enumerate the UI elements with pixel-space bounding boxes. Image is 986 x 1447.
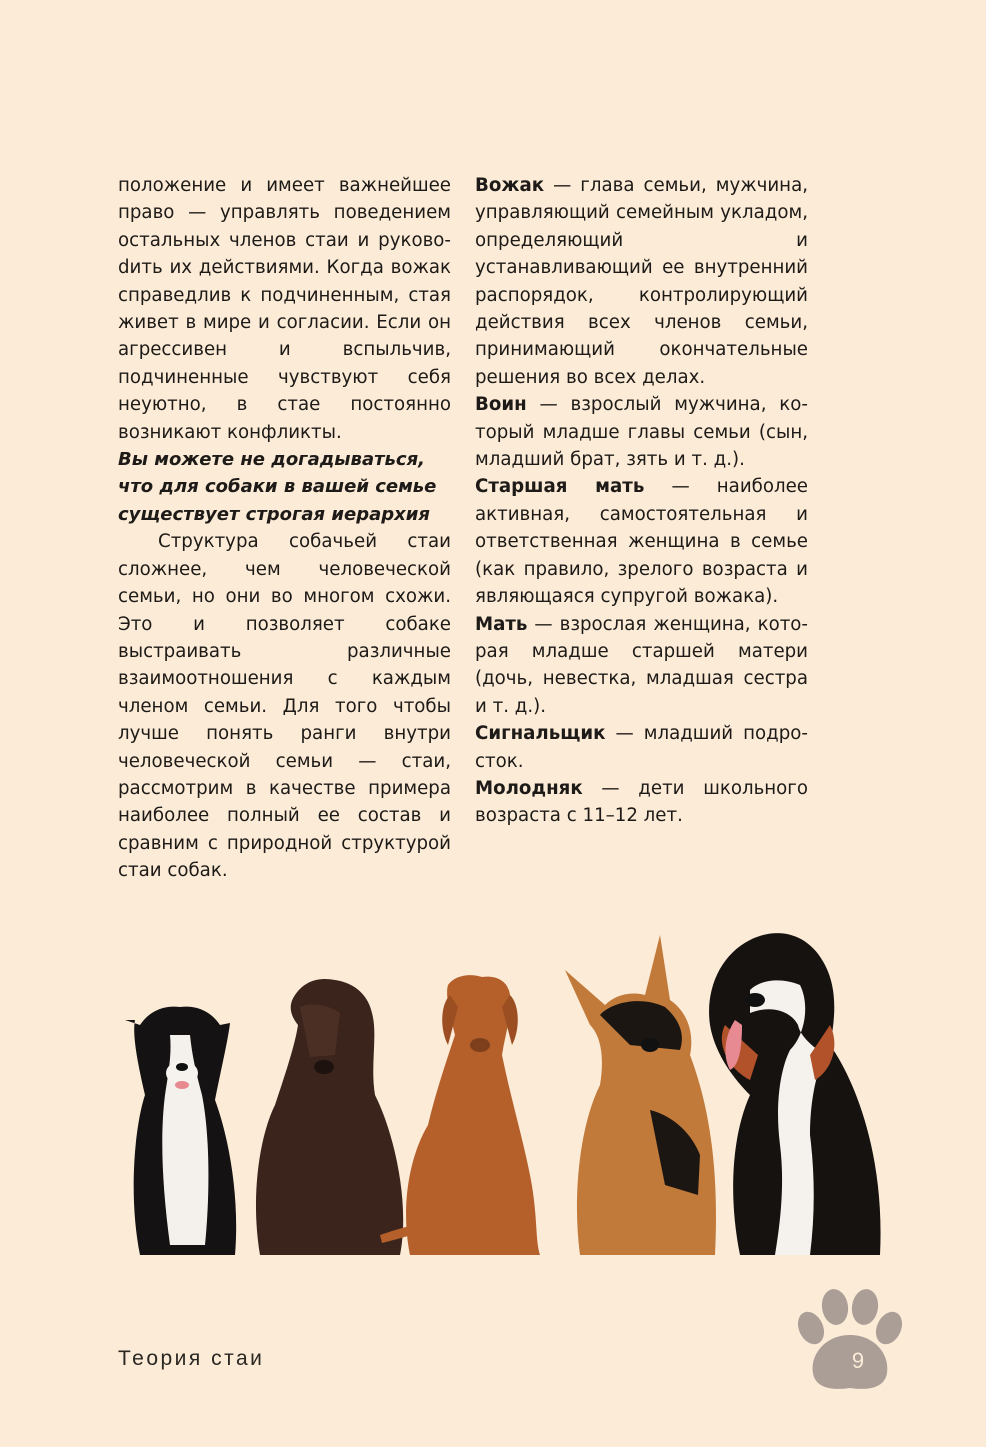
role-definition — [475, 172, 808, 391]
role-description: — взрослая женщина, которая младше старшей матери (дочь, невестка, младшая сестра и т. д.). — [475, 613, 808, 717]
page-number: 9 — [851, 1348, 865, 1373]
role-term: Мать — [475, 613, 528, 635]
chocolate-labrador-image — [256, 979, 403, 1255]
role-definition — [475, 473, 808, 610]
role-term: Сигнальщик — [475, 723, 606, 745]
vizsla-image — [380, 975, 540, 1255]
role-definition — [475, 720, 808, 775]
role-term: Молодняк — [475, 777, 583, 799]
role-term: Старшая мать — [475, 476, 645, 498]
running-section-title: Теория стаи — [118, 1347, 265, 1370]
body-paragraph: положение и имеет важнейшее право — управлять поведением остальных членов стаи и руковоdить их действиями. Когда вожак справедлив к подчиненным, стая живет в мире и согласии. Если он агрессивен и вспыльчив, подчиненные чувствуют себя неуютно, в стае постоянно возникают конфликты. — [118, 175, 451, 443]
bernese-mountain-dog-image — [709, 933, 880, 1255]
role-description: — дети школьного возраста с 11–12 лет. — [475, 777, 808, 827]
role-term: Воин — [475, 394, 527, 416]
border-collie-image — [125, 1007, 236, 1255]
german-shepherd-image — [565, 935, 716, 1255]
role-description: — младший подросток. — [475, 723, 808, 772]
paw-print-icon — [795, 1285, 905, 1395]
role-definition — [475, 775, 808, 830]
role-description: — взрослый мужчина, который младше главы семьи (сын, младший брат, зять и т. д.). — [475, 394, 808, 471]
role-description: — наиболее активная, самостоятельная и ответственная женщина в семье (как правило, зрелого возраста и являющаяся супругой вожака). — [475, 476, 808, 608]
body-paragraph: Структура собачьей стаи сложнее, чем человеческой семьи, но они во многом схожи. Это и позволяет собаке выстраивать различные взаимоотношения с каждым членом семьи. Для того чтобы лучше понять ранги внутри человеческой семьи — стаи, рассмотрим в качестве примера наиболее полный ее состав и сравним с природной структурой стаи собак. — [118, 531, 451, 882]
right-column — [475, 172, 808, 830]
left-column — [118, 172, 451, 885]
role-definition — [475, 611, 808, 721]
callout-quote: Вы можете не догадываться, что для собаки в вашей семье существует строгая иерархия — [118, 449, 437, 525]
role-term: Вожак — [475, 175, 545, 196]
dogs-illustration — [110, 895, 900, 1275]
role-description: — глава семьи, мужчина, управляющий семейным укладом, определяющий и устанавливающий ее внутренний распорядок, контролирующий действия всех членов семьи, принимающий окончательные решения во всех делах. — [475, 175, 808, 388]
role-definition — [475, 391, 808, 473]
